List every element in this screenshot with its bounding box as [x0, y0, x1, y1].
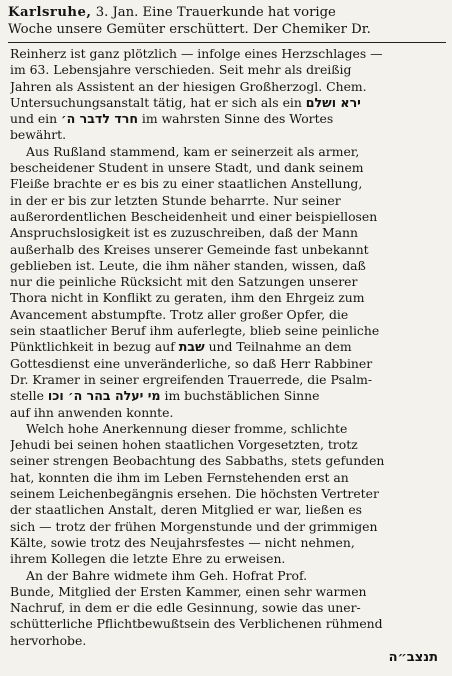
text-segment: Untersuchungsanstalt tätig, hat er sich als ein	[10, 94, 306, 110]
article-line	[10, 95, 444, 111]
text-segment: Bunde, Mitglied der Ersten Kammer, einen sehr warmen	[10, 583, 367, 599]
text-segment: Gottesdienst eine unveränderliche, so daß Herr Rabbiner	[10, 355, 373, 371]
text-segment: hat, konnten die ihm im Leben Fernstehenden erst an	[10, 469, 349, 485]
article-line	[10, 176, 444, 192]
text-segment: bescheidener Student in unsere Stadt, und dank seinem	[10, 160, 364, 176]
article-line	[10, 356, 444, 372]
text-segment: geblieben ist. Leute, die ihm näher standen, wissen, daß	[10, 257, 366, 273]
article-line	[10, 258, 444, 274]
text-segment: Dr. Kramer in seiner ergreifenden Trauerrede, die Psalm-	[10, 371, 373, 387]
article-line	[10, 600, 444, 616]
article-line	[10, 225, 444, 241]
text-segment: und ein	[10, 111, 62, 127]
article-line	[10, 568, 444, 584]
text-segment: bewährt.	[10, 127, 67, 143]
article-line	[10, 584, 444, 600]
text-segment: stelle	[10, 388, 48, 404]
article-line	[10, 453, 444, 469]
article-line	[10, 127, 444, 143]
separator-rule	[8, 42, 446, 43]
text-segment: der staatlichen Anstalt, deren Mitglied er war, ließen es	[10, 502, 363, 518]
text-segment: An der Bahre widmete ihm Geh. Hofrat Prof.	[26, 567, 308, 583]
text-segment: im wahrsten Sinne des Wortes	[137, 111, 334, 127]
text-segment: ihrem Kollegen die letzte Ehre zu erweisen.	[10, 551, 286, 567]
article-line	[10, 209, 444, 225]
text-segment: schütterliche Pflichtbewußtsein des Verblichenen rühmend	[10, 616, 383, 632]
hebrew-phrase: ירא ושלם	[305, 94, 361, 110]
article-line	[10, 193, 444, 209]
text-segment: Avancement abstumpfte. Trotz aller großer Opfer, die	[10, 306, 349, 322]
article-line	[10, 290, 444, 306]
text-segment: im buchstäblichen Sinne	[160, 388, 320, 404]
text-segment: sich — trotz der frühen Morgenstunde und der grimmigen	[10, 518, 378, 534]
text-segment: im 63. Lebensjahre verschieden. Seit mehr als dreißig	[10, 62, 352, 78]
article-header	[8, 4, 446, 38]
dateline-place: Karlsruhe,	[8, 5, 92, 20]
hebrew-phrase: מי יעלה בהר ה׳ וכו	[47, 388, 161, 404]
header-line-2: Woche unsere Gemüter erschüttert. Der Chemiker Dr.	[8, 22, 371, 37]
article-line	[10, 372, 444, 388]
article-line	[10, 437, 444, 453]
text-segment: und Teilnahme an dem	[204, 339, 352, 355]
article-line	[10, 111, 444, 127]
article-line	[10, 339, 444, 355]
text-segment: außerhalb des Kreises unserer Gemeinde fast unbekannt	[10, 241, 369, 257]
article-body	[10, 46, 444, 649]
text-segment: sein staatlicher Beruf ihm auferlegte, blieb seine peinliche	[10, 323, 380, 339]
article-line	[10, 535, 444, 551]
header-line-1-text: Eine Trauerkunde hat vorige	[142, 5, 336, 20]
text-segment: Jehudi bei seinen hohen staatlichen Vorgesetzten, trotz	[10, 437, 358, 453]
cutoff-next-line	[8, 668, 448, 676]
article-line	[10, 144, 444, 160]
article-line	[10, 307, 444, 323]
text-segment: Pünktlichkeit in bezug auf	[10, 339, 179, 355]
text-segment: seiner strengen Beobachtung des Sabbaths, stets gefunden	[10, 453, 385, 469]
text-segment: Jahren als Assistent an der hiesigen Großherzogl. Chem.	[10, 78, 367, 94]
article-line	[10, 486, 444, 502]
text-segment: Welch hohe Anerkennung dieser fromme, schlichte	[26, 420, 348, 436]
hebrew-phrase: שבת	[178, 339, 205, 355]
dateline-date: 3. Jan.	[95, 5, 139, 20]
text-segment: Kälte, sowie trotz des Neujahrsfestes — nicht nehmen,	[10, 534, 355, 550]
hebrew-phrase: חרד לדבר ה׳	[61, 111, 138, 127]
article-line	[10, 421, 444, 437]
article-line	[10, 519, 444, 535]
text-segment: in der er bis zur letzten Stunde beharrte. Nur seiner	[10, 192, 341, 208]
article-line	[10, 470, 444, 486]
signature-abbreviation: תנצב״ה	[388, 650, 438, 665]
text-segment: auf ihn anwenden konnte.	[10, 404, 174, 420]
article-line	[10, 160, 444, 176]
text-segment: hervorhobe.	[10, 632, 87, 648]
text-segment: Nachruf, in dem er die edle Gesinnung, sowie das uner-	[10, 600, 361, 616]
text-segment: Thora nicht in Konflikt zu geraten, ihm den Ehrgeiz zum	[10, 290, 365, 306]
article-line	[10, 633, 444, 649]
article-line	[10, 79, 444, 95]
article-line	[10, 323, 444, 339]
text-segment: Aus Rußland stammend, kam er seinerzeit als armer,	[26, 143, 360, 159]
text-segment: außerordentlichen Bescheidenheit und einer beispiellosen	[10, 208, 378, 224]
article-line	[10, 388, 444, 404]
article-line	[10, 616, 444, 632]
article-line	[10, 242, 444, 258]
article-line	[10, 551, 444, 567]
article-line	[10, 46, 444, 62]
text-segment: Anspruchslosigkeit ist es zuzuschreiben, daß der Mann	[10, 225, 358, 241]
header-line-1	[8, 4, 446, 21]
text-segment: seinem Leichenbegängnis ersehen. Die höchsten Vertreter	[10, 486, 379, 502]
article-line	[10, 405, 444, 421]
article-line	[10, 274, 444, 290]
text-segment: Reinherz ist ganz plötzlich — infolge eines Herzschlages —	[10, 46, 383, 61]
text-segment: Fleiße brachte er es bis zu einer staatlichen Anstellung,	[10, 176, 363, 192]
text-segment: nur die peinliche Rücksicht mit den Satzungen unserer	[10, 274, 358, 290]
article-line	[10, 502, 444, 518]
article-line	[10, 62, 444, 78]
